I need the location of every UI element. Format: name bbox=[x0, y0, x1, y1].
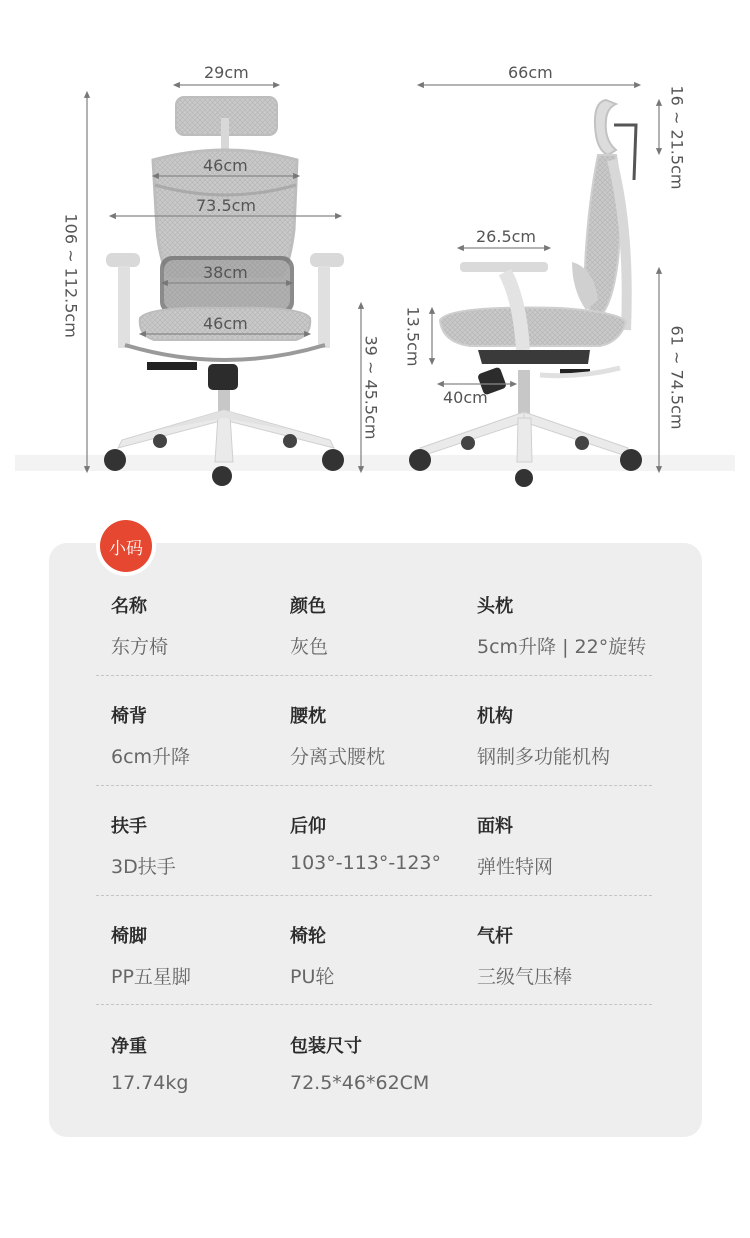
front-seat-width-label: 46cm bbox=[203, 314, 248, 333]
spec-value: 三级气压棒 bbox=[477, 966, 573, 988]
front-head-width-label: 29cm bbox=[204, 63, 249, 82]
spec-value: 弹性特网 bbox=[477, 856, 554, 878]
spec-item bbox=[290, 812, 441, 874]
spec-label: 机构 bbox=[477, 706, 513, 727]
spec-item bbox=[111, 1032, 188, 1094]
spec-label: 气杆 bbox=[477, 926, 513, 947]
spec-label: 椅脚 bbox=[111, 926, 147, 947]
spec-label: 面料 bbox=[477, 816, 513, 837]
spec-value: 分离式腰枕 bbox=[290, 746, 386, 768]
side-seat-depth-label: 40cm bbox=[443, 388, 488, 407]
spec-item bbox=[111, 702, 190, 769]
spec-value: 5cm升降 | 22°旋转 bbox=[477, 636, 647, 658]
spec-item bbox=[477, 812, 553, 879]
front-seat-height-label: 39 ~ 45.5cm bbox=[361, 335, 381, 440]
spec-label: 椅背 bbox=[111, 706, 147, 727]
spec-divider bbox=[96, 785, 652, 786]
spec-item bbox=[290, 702, 385, 769]
side-view-chair bbox=[409, 100, 642, 487]
spec-value: 3D扶手 bbox=[111, 856, 176, 878]
spec-item bbox=[290, 592, 328, 659]
spec-label: 颜色 bbox=[290, 596, 326, 617]
spec-item bbox=[477, 922, 572, 989]
spec-label: 腰枕 bbox=[290, 706, 326, 727]
spec-item bbox=[290, 922, 334, 989]
spec-item bbox=[477, 702, 610, 769]
spec-divider bbox=[96, 675, 652, 676]
spec-item bbox=[477, 592, 646, 659]
spec-value: 东方椅 bbox=[111, 636, 169, 658]
spec-label: 后仰 bbox=[290, 816, 326, 837]
front-lumbar-width-label: 38cm bbox=[203, 263, 248, 282]
spec-label: 椅轮 bbox=[290, 926, 326, 947]
spec-divider bbox=[96, 1004, 652, 1005]
spec-value: 72.5*46*62CM bbox=[290, 1072, 430, 1094]
front-total-height-label: 106 ~ 112.5cm bbox=[61, 213, 81, 338]
spec-value: 6cm升降 bbox=[111, 746, 191, 768]
spec-item bbox=[290, 1032, 429, 1094]
spec-label: 名称 bbox=[111, 596, 147, 617]
side-head-adjust-label: 16 ~ 21.5cm bbox=[667, 85, 687, 190]
spec-item bbox=[111, 592, 168, 659]
side-arm-height-label: 13.5cm bbox=[403, 306, 423, 367]
spec-value: 钢制多功能机构 bbox=[477, 746, 611, 768]
spec-value: 103°-113°-123° bbox=[290, 852, 442, 874]
spec-label: 扶手 bbox=[111, 816, 147, 837]
front-arm-span-label: 73.5cm bbox=[196, 196, 257, 215]
side-arm-length-label: 26.5cm bbox=[476, 227, 537, 246]
spec-item bbox=[111, 922, 191, 989]
spec-value: 灰色 bbox=[290, 636, 329, 658]
spec-value: PP五星脚 bbox=[111, 966, 191, 988]
side-back-height-label: 61 ~ 74.5cm bbox=[667, 325, 687, 430]
spec-divider bbox=[96, 895, 652, 896]
size-badge: 小码 bbox=[100, 520, 152, 572]
front-back-width-label: 46cm bbox=[203, 156, 248, 175]
spec-label: 净重 bbox=[111, 1036, 147, 1057]
spec-item bbox=[111, 812, 176, 879]
spec-label: 头枕 bbox=[477, 596, 513, 617]
spec-value: PU轮 bbox=[290, 966, 335, 988]
side-depth-label: 66cm bbox=[508, 63, 553, 82]
spec-value: 17.74kg bbox=[111, 1072, 189, 1094]
spec-label: 包装尺寸 bbox=[290, 1036, 362, 1057]
